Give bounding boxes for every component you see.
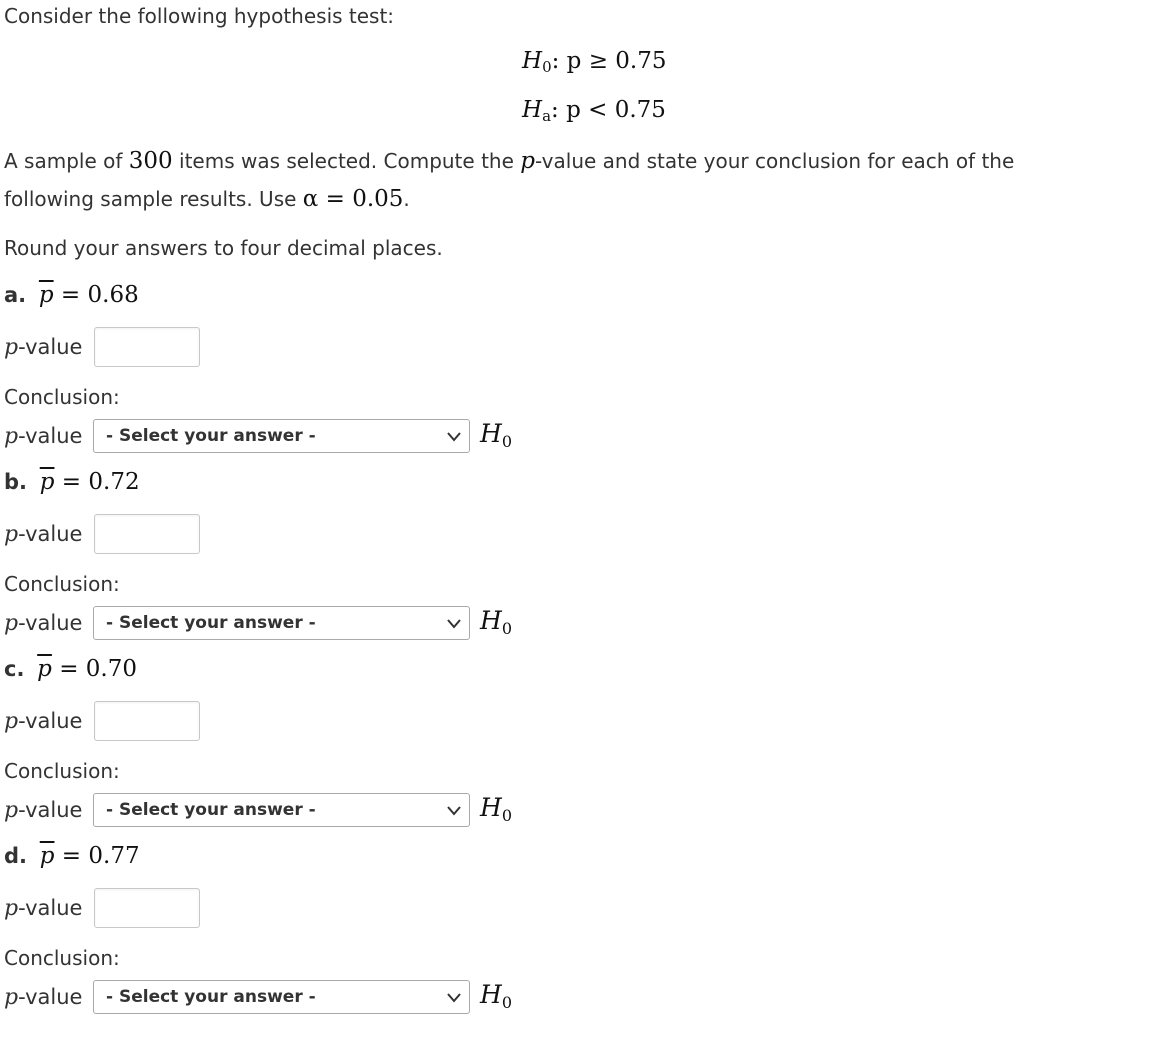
part-d-select-text: - Select your answer - — [106, 987, 316, 1007]
chevron-down-icon — [445, 801, 463, 819]
part-c-conclusion-label: Conclusion: — [4, 759, 120, 783]
part-b-conclusion-select[interactable] — [93, 606, 470, 640]
part-a-pvalue-input[interactable] — [94, 327, 200, 367]
chevron-down-icon — [445, 427, 463, 445]
instructions-line-2: following sample results. Use α = 0.05. — [4, 186, 410, 212]
part-d-pvalue-input[interactable] — [94, 888, 200, 928]
part-b-heading: b. $\overline{p} = 0.72$ — [4, 469, 140, 495]
part-b-select-text: - Select your answer - — [106, 613, 316, 633]
part-a-conclusion-select[interactable] — [93, 419, 470, 453]
rounding-note: Round your answers to four decimal places. — [4, 236, 443, 260]
part-b-h0-symbol: $H_0$ — [480, 606, 512, 638]
part-d-conclusion-pvalue-label: p-value — [4, 985, 83, 1010]
part-d-conclusion-label: Conclusion: — [4, 946, 120, 970]
null-hypothesis: $H_0$: p ≥ 0.75 — [522, 48, 667, 76]
part-b-conclusion-label: Conclusion: — [4, 572, 120, 596]
alternative-hypothesis: $H_a$: p < 0.75 — [522, 97, 666, 125]
part-b-conclusion-pvalue-label: p-value — [4, 611, 83, 636]
part-a-heading: a. $\overline{p} = 0.68$ — [4, 282, 139, 308]
part-c-conclusion-pvalue-label: p-value — [4, 798, 83, 823]
part-d-h0-symbol: $H_0$ — [480, 980, 512, 1012]
part-c-h0-symbol: $H_0$ — [480, 793, 512, 825]
part-b-pvalue-input[interactable] — [94, 514, 200, 554]
part-c-pvalue-input[interactable] — [94, 701, 200, 741]
part-c-select-text: - Select your answer - — [106, 800, 316, 820]
part-d-pvalue-label: p-value — [4, 896, 83, 921]
intro-text: Consider the following hypothesis test: — [4, 4, 395, 28]
part-c-pvalue-label: p-value — [4, 709, 83, 734]
part-a-select-text: - Select your answer - — [106, 426, 316, 446]
part-b-pvalue-label: p-value — [4, 522, 83, 547]
instructions-line-1: A sample of 300 items was selected. Compute the p-value and state your conclusion for each of the — [4, 148, 1015, 174]
part-a-h0-symbol: $H_0$ — [480, 419, 512, 451]
part-a-pvalue-label: p-value — [4, 335, 83, 360]
chevron-down-icon — [445, 614, 463, 632]
chevron-down-icon — [445, 988, 463, 1006]
part-a-conclusion-label: Conclusion: — [4, 385, 120, 409]
part-d-heading: d. $\overline{p} = 0.77$ — [4, 843, 140, 869]
part-c-conclusion-select[interactable] — [93, 793, 470, 827]
part-a-conclusion-pvalue-label: p-value — [4, 424, 83, 449]
part-c-heading: c. $\overline{p} = 0.70$ — [4, 656, 138, 682]
part-d-conclusion-select[interactable] — [93, 980, 470, 1014]
